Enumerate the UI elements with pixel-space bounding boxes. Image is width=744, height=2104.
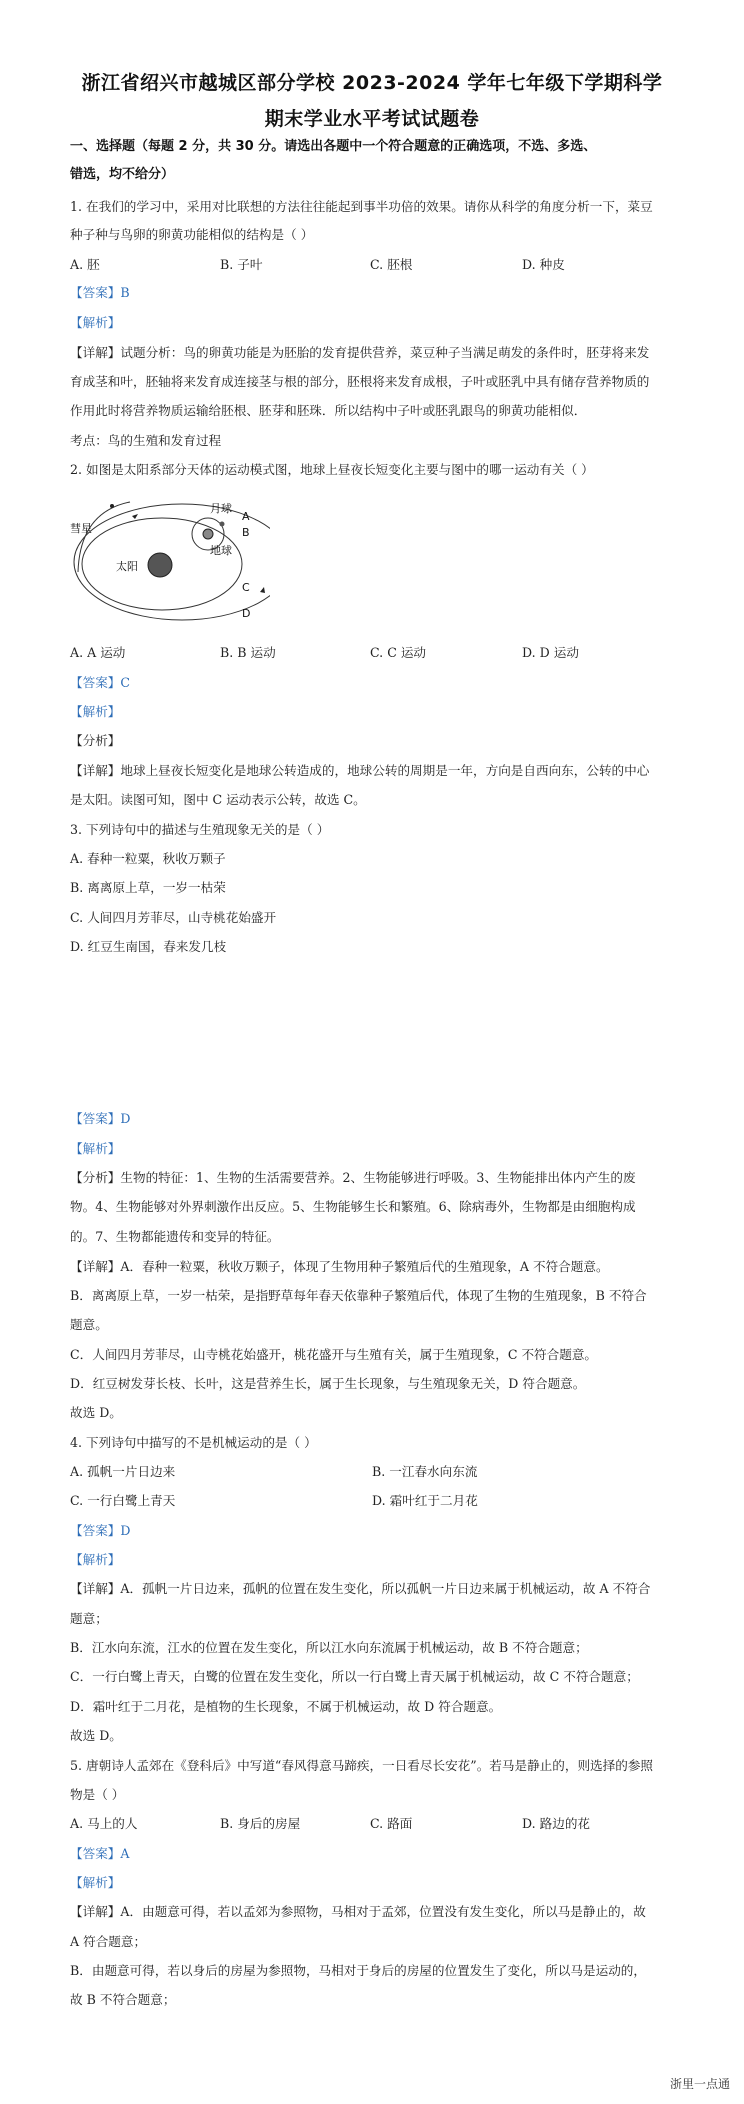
q1-answer: 【答案】B	[70, 285, 130, 300]
q5-detail: A 符合题意；	[70, 1934, 147, 1949]
q2-fenxi-label: 【分析】	[70, 733, 121, 748]
q2-analysis-label: 【解析】	[70, 704, 121, 719]
q2-detail: 是太阳。读图可知，图中 C 运动表示公转，故选 C。	[70, 792, 366, 807]
q3-detail: B．离离原上草，一岁一枯荣，是指野草每年春天依靠种子繁殖后代，体现了生物的生殖现象，B 不符合	[70, 1288, 647, 1303]
section-heading: 一、选择题（每题 2 分，共 30 分。请选出各题中一个符合题意的正确选项，不选、多选、	[70, 139, 597, 154]
q5-option-a: A. 马上的人	[70, 1816, 138, 1831]
q1-analysis-label: 【解析】	[70, 315, 121, 330]
q5-detail: 故 B 不符合题意；	[70, 1992, 176, 2007]
q5-answer: 【答案】A	[70, 1846, 130, 1861]
label-d: D	[242, 607, 251, 620]
q3-detail: C．人间四月芳菲尽，山寺桃花始盛开，桃花盛开与生殖有关，属于生殖现象，C 不符合题意。	[70, 1347, 598, 1362]
q5-stem: 5. 唐朝诗人孟郊在《登科后》中写道“春风得意马蹄疾，一日看尽长安花”。若马是静止的，则选择的参照	[70, 1758, 654, 1773]
q2-option-b: B. B 运动	[220, 645, 276, 660]
q4-answer: 【答案】D	[70, 1523, 131, 1538]
q3-answer: 【答案】D	[70, 1111, 131, 1126]
q4-detail: 题意；	[70, 1611, 108, 1626]
q4-option-d: D. 霜叶红于二月花	[372, 1493, 478, 1508]
orbit-arrow	[132, 514, 138, 519]
q1-option-d: D. 种皮	[522, 257, 565, 272]
page-title-line2: 期末学业水平考试试题卷	[264, 108, 480, 130]
q5-stem-cont: 物是（ ）	[70, 1787, 125, 1802]
sun-shape	[148, 553, 172, 577]
q3-detail: D．红豆树发芽长枝、长叶，这是营养生长，属于生长现象，与生殖现象无关，D 符合题意。	[70, 1376, 586, 1391]
label-a: A	[242, 510, 250, 523]
q3-fenxi: 【分析】生物的特征：1、生物的生活需要营养。2、生物能够进行呼吸。3、生物能排出体内产生的废	[70, 1170, 636, 1185]
q4-option-a: A. 孤帆一片日边来	[70, 1464, 176, 1479]
q2-option-d: D. D 运动	[522, 645, 579, 660]
q4-stem: 4. 下列诗句中描写的不是机械运动的是（ ）	[70, 1435, 317, 1450]
q2-option-a: A. A 运动	[70, 645, 126, 660]
q4-detail: D．霜叶红于二月花，是植物的生长现象，不属于机械运动，故 D 符合题意。	[70, 1699, 502, 1714]
q3-stem: 3. 下列诗句中的描述与生殖现象无关的是（ ）	[70, 822, 330, 837]
section-heading-cont: 错选，均不给分）	[70, 167, 175, 182]
q1-detail: 育成茎和叶，胚轴将来发育成连接茎与根的部分，胚根将来发育成根，子叶或胚乳中具有储存营养物质的	[70, 374, 650, 389]
q5-option-d: D. 路边的花	[522, 1816, 591, 1831]
q3-option-d: D. 红豆生南国，春来发几枝	[70, 939, 227, 954]
q4-option-c: C. 一行白鹭上青天	[70, 1493, 176, 1508]
q1-option-c: C. 胚根	[370, 257, 413, 272]
q5-detail: B．由题意可得，若以身后的房屋为参照物，马相对于身后的房屋的位置发生了变化，所以马是运动的，	[70, 1963, 646, 1978]
q5-option-c: C. 路面	[370, 1816, 413, 1831]
page-title-line1: 浙江省绍兴市越城区部分学校 2023-2024 学年七年级下学期科学	[81, 72, 663, 94]
q3-option-c: C. 人间四月芳菲尽，山寺桃花始盛开	[70, 910, 277, 925]
q3-detail: 【详解】A．春种一粒粟，秋收万颗子，体现了生物用种子繁殖后代的生殖现象，A 不符合题意。	[70, 1259, 609, 1274]
label-sun: 太阳	[116, 560, 138, 573]
q2-stem: 2. 如图是太阳系部分天体的运动模式图，地球上昼夜长短变化主要与图中的哪一运动有关（ ）	[70, 462, 594, 477]
comet-shape	[110, 504, 114, 508]
q2-answer: 【答案】C	[70, 675, 131, 690]
q4-analysis-label: 【解析】	[70, 1552, 121, 1567]
earth-shape	[203, 529, 213, 539]
q1-option-b: B. 子叶	[220, 257, 263, 272]
label-moon: 月球	[210, 502, 232, 515]
q4-option-b: B. 一江春水向东流	[372, 1464, 478, 1479]
q5-option-b: B. 身后的房屋	[220, 1816, 301, 1831]
q3-option-a: A. 春种一粒粟，秋收万颗子	[70, 851, 226, 866]
q1-detail: 作用此时将营养物质运输给胚根、胚芽和胚珠．所以结构中子叶或胚乳跟鸟的卵黄功能相似．	[70, 403, 587, 418]
moon-shape	[220, 522, 225, 527]
q5-analysis-label: 【解析】	[70, 1875, 121, 1890]
q1-knowledge-point: 考点：鸟的生殖和发育过程	[70, 433, 222, 448]
q1-option-a: A. 胚	[70, 257, 100, 272]
label-b: B	[242, 526, 250, 539]
label-earth: 地球	[210, 544, 232, 557]
q3-fenxi: 物。4、生物能够对外界刺激作出反应。5、生物能够生长和繁殖。6、除病毒外，生物都是由细胞构成	[70, 1199, 636, 1214]
q4-detail: B．江水向东流，江水的位置在发生变化，所以江水向东流属于机械运动，故 B 不符合题意；	[70, 1640, 588, 1655]
label-comet: 彗星	[70, 522, 92, 535]
solar-system-diagram	[70, 492, 270, 636]
q4-detail: C．一行白鹭上青天，白鹭的位置在发生变化，所以一行白鹭上青天属于机械运动，故 C 不符合题意；	[70, 1669, 639, 1684]
label-c: C	[242, 581, 250, 594]
q1-stem: 1. 在我们的学习中，采用对比联想的方法往往能起到事半功倍的效果。请你从科学的角度分析一下，菜豆	[70, 199, 653, 214]
q2-detail: 【详解】地球上昼夜长短变化是地球公转造成的，地球公转的周期是一年，方向是自西向东，公转的中心	[70, 763, 650, 778]
q4-detail: 【详解】A．孤帆一片日边来，孤帆的位置在发生变化，所以孤帆一片日边来属于机械运动，故 A 不符合	[70, 1581, 651, 1596]
q5-detail: 【详解】A．由题意可得，若以孟郊为参照物，马相对于孟郊，位置没有发生变化，所以马是静止的，故	[70, 1904, 646, 1919]
footer-watermark: 浙里一点通	[669, 2077, 730, 2091]
q1-stem-cont: 种子种与鸟卵的卵黄功能相似的结构是（ ）	[70, 227, 314, 242]
q3-fenxi: 的。7、生物都能遗传和变异的特征。	[70, 1229, 280, 1244]
q3-option-b: B. 离离原上草，一岁一枯荣	[70, 880, 226, 895]
q1-detail: 【详解】试题分析：鸟的卵黄功能是为胚胎的发育提供营养，菜豆种子当满足萌发的条件时，胚芽将来发	[70, 345, 650, 360]
q3-conclusion: 故选 D。	[70, 1405, 122, 1420]
orbit-arrow	[260, 587, 265, 593]
q3-detail: 题意。	[70, 1317, 108, 1332]
q3-analysis-label: 【解析】	[70, 1141, 121, 1156]
q2-option-c: C. C 运动	[370, 645, 427, 660]
q4-conclusion: 故选 D。	[70, 1728, 122, 1743]
